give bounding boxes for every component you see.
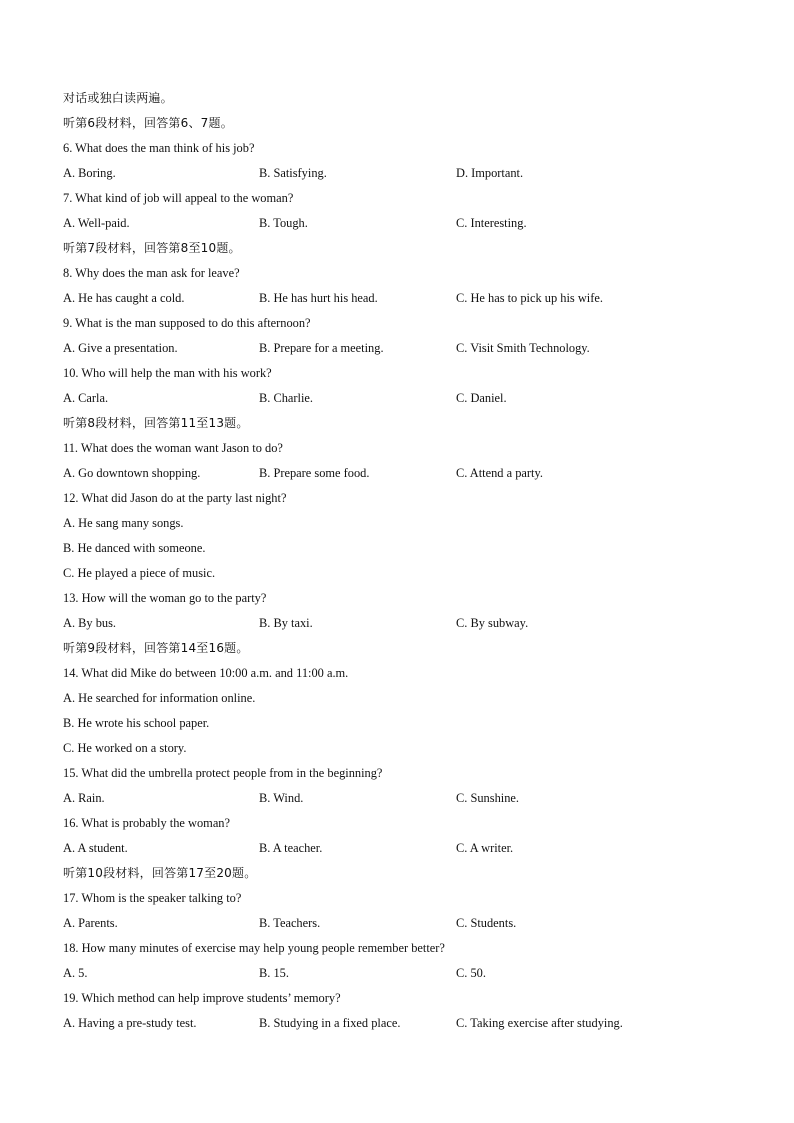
answer-option: A. Well-paid. [63,216,130,230]
answer-option: A. He searched for information online. [63,691,256,705]
answer-option: C. He worked on a story. [63,741,187,755]
question-text: 14. What did Mike do between 10:00 a.m. and 11:00 a.m. [63,666,349,680]
section-instruction: 听第10段材料，回答第17至20题。 [63,866,257,880]
answer-option: C. Interesting. [456,216,527,230]
answer-option: B. Wind. [259,791,304,805]
section-instruction: 听第9段材料，回答第14至16题。 [63,641,249,655]
answer-option: B. Tough. [259,216,308,230]
answer-option: B. He has hurt his head. [259,291,378,305]
answer-options-row [63,786,743,811]
section-instruction: 对话或独白读两遍。 [63,91,173,105]
question-text: 19. Which method can help improve students’ memory? [63,991,341,1005]
answer-option: C. He has to pick up his wife. [456,291,603,305]
section-instruction: 听第8段材料，回答第11至13题。 [63,416,249,430]
answer-option: C. By subway. [456,616,529,630]
answer-option: B. Prepare for a meeting. [259,341,384,355]
answer-option: A. Go downtown shopping. [63,466,201,480]
question-text: 15. What did the umbrella protect people from in the beginning? [63,766,383,780]
answer-option: A. 5. [63,966,88,980]
answer-option: B. Studying in a fixed place. [259,1016,401,1030]
question-text: 12. What did Jason do at the party last night? [63,491,287,505]
question-text: 7. What kind of job will appeal to the woman? [63,191,294,205]
answer-options-row [63,386,743,411]
answer-options-row [63,1011,743,1036]
answer-option: D. Important. [456,166,524,180]
section-instruction: 听第6段材料，回答第6、7题。 [63,116,233,130]
answer-option: B. Prepare some food. [259,466,370,480]
answer-options-row [63,911,743,936]
question-text: 18. How many minutes of exercise may help young people remember better? [63,941,445,955]
answer-options-row [63,286,743,311]
answer-option: B. By taxi. [259,616,313,630]
answer-option: A. Rain. [63,791,105,805]
answer-options-row [63,161,743,186]
answer-option: A. A student. [63,841,128,855]
answer-option: A. Having a pre-study test. [63,1016,197,1030]
answer-options-row [63,611,743,636]
answer-option: A. By bus. [63,616,117,630]
answer-option: C. Daniel. [456,391,507,405]
answer-options-row [63,961,743,986]
answer-options-row [63,836,743,861]
answer-option: C. Students. [456,916,517,930]
answer-option: C. Taking exercise after studying. [456,1016,623,1030]
answer-option: A. Boring. [63,166,116,180]
question-text: 6. What does the man think of his job? [63,141,255,155]
answer-option: B. He danced with someone. [63,541,206,555]
answer-option: A. Parents. [63,916,118,930]
answer-option: C. Visit Smith Technology. [456,341,590,355]
answer-option: A. Carla. [63,391,109,405]
question-text: 11. What does the woman want Jason to do? [63,441,283,455]
answer-option: A. He sang many songs. [63,516,184,530]
answer-options-row [63,336,743,361]
answer-option: B. Charlie. [259,391,314,405]
answer-option: B. A teacher. [259,841,323,855]
answer-option: A. He has caught a cold. [63,291,185,305]
answer-option: C. Sunshine. [456,791,519,805]
answer-option: B. Teachers. [259,916,321,930]
answer-option: A. Give a presentation. [63,341,178,355]
question-text: 17. Whom is the speaker talking to? [63,891,242,905]
question-text: 10. Who will help the man with his work? [63,366,272,380]
question-text: 9. What is the man supposed to do this afternoon? [63,316,311,330]
answer-options-row [63,211,743,236]
exam-page [63,86,743,1036]
answer-option: B. 15. [259,966,289,980]
answer-option: C. 50. [456,966,486,980]
answer-option: B. Satisfying. [259,166,327,180]
answer-option: C. A writer. [456,841,514,855]
answer-option: C. Attend a party. [456,466,543,480]
question-text: 16. What is probably the woman? [63,816,231,830]
answer-option: C. He played a piece of music. [63,566,216,580]
question-text: 8. Why does the man ask for leave? [63,266,240,280]
answer-option: B. He wrote his school paper. [63,716,210,730]
section-instruction: 听第7段材料，回答第8至10题。 [63,241,241,255]
answer-options-row [63,461,743,486]
question-text: 13. How will the woman go to the party? [63,591,267,605]
